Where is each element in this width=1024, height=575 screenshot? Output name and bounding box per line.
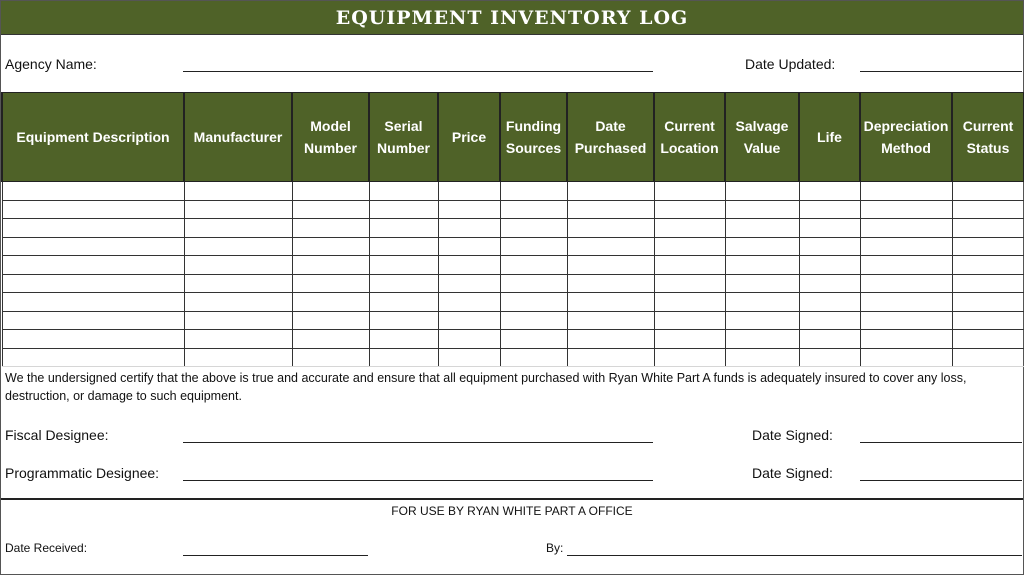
- table-cell[interactable]: [2, 293, 184, 312]
- table-cell[interactable]: [184, 293, 292, 312]
- table-cell[interactable]: [952, 348, 1024, 367]
- table-cell[interactable]: [654, 200, 725, 219]
- table-cell[interactable]: [438, 293, 500, 312]
- table-cell[interactable]: [952, 182, 1024, 201]
- certification-text: We the undersigned certify that the above is true and accurate and ensure that all equipment purchased with Ryan White Part A funds is adequately insured to cover any loss, destruction, or damage to such equipment.: [5, 371, 967, 403]
- table-cell[interactable]: [799, 200, 860, 219]
- table-cell[interactable]: [292, 348, 369, 367]
- table-cell[interactable]: [725, 182, 799, 201]
- title-bar: [1, 1, 1023, 35]
- date-updated-field[interactable]: [860, 71, 1022, 72]
- table-cell[interactable]: [725, 348, 799, 367]
- table-cell[interactable]: [567, 311, 654, 330]
- col-depreciation-method: Depreciation Method: [860, 93, 952, 182]
- table-row: [2, 182, 1024, 201]
- table-cell[interactable]: [184, 274, 292, 293]
- table-cell[interactable]: [567, 237, 654, 256]
- table-cell[interactable]: [567, 348, 654, 367]
- table-cell[interactable]: [292, 293, 369, 312]
- table-cell[interactable]: [184, 311, 292, 330]
- table-cell[interactable]: [500, 330, 567, 349]
- table-cell[interactable]: [292, 256, 369, 275]
- table-cell[interactable]: [292, 330, 369, 349]
- table-cell[interactable]: [2, 274, 184, 293]
- table-cell[interactable]: [369, 293, 438, 312]
- table-header-row: [2, 93, 1024, 182]
- col-model-number: Model Number: [292, 93, 369, 182]
- programmatic-designee-signature-field[interactable]: [183, 480, 653, 481]
- table-cell[interactable]: [952, 293, 1024, 312]
- table-cell[interactable]: [567, 256, 654, 275]
- table-cell[interactable]: [952, 274, 1024, 293]
- table-cell[interactable]: [567, 330, 654, 349]
- table-row: [2, 219, 1024, 238]
- table-cell[interactable]: [654, 219, 725, 238]
- table-row: [2, 237, 1024, 256]
- date-signed-field-1[interactable]: [860, 442, 1022, 443]
- fiscal-designee-label: Fiscal Designee:: [5, 427, 109, 443]
- table-cell[interactable]: [725, 330, 799, 349]
- table-cell[interactable]: [438, 330, 500, 349]
- table-cell[interactable]: [500, 182, 567, 201]
- table-cell[interactable]: [184, 330, 292, 349]
- table-cell[interactable]: [799, 256, 860, 275]
- table-cell[interactable]: [2, 237, 184, 256]
- table-cell[interactable]: [860, 330, 952, 349]
- table-cell[interactable]: [438, 256, 500, 275]
- table-cell[interactable]: [369, 348, 438, 367]
- table-cell[interactable]: [369, 330, 438, 349]
- table-cell[interactable]: [567, 219, 654, 238]
- table-cell[interactable]: [654, 256, 725, 275]
- table-cell[interactable]: [184, 237, 292, 256]
- table-cell[interactable]: [438, 274, 500, 293]
- table-row: [2, 256, 1024, 275]
- table-cell[interactable]: [500, 311, 567, 330]
- table-cell[interactable]: [2, 182, 184, 201]
- col-price: Price: [438, 93, 500, 182]
- table-cell[interactable]: [725, 256, 799, 275]
- agency-name-label: Agency Name:: [5, 56, 97, 72]
- section-divider: [1, 498, 1023, 500]
- table-cell[interactable]: [799, 311, 860, 330]
- table-cell[interactable]: [860, 182, 952, 201]
- table-cell[interactable]: [725, 237, 799, 256]
- col-serial-number: Serial Number: [369, 93, 438, 182]
- table-cell[interactable]: [799, 348, 860, 367]
- table-cell[interactable]: [567, 293, 654, 312]
- col-current-status: Current Status: [952, 93, 1024, 182]
- date-received-field[interactable]: [183, 555, 368, 556]
- table-cell[interactable]: [292, 200, 369, 219]
- table-cell[interactable]: [860, 348, 952, 367]
- table-cell[interactable]: [438, 200, 500, 219]
- table-cell[interactable]: [952, 200, 1024, 219]
- table-cell[interactable]: [184, 348, 292, 367]
- table-cell[interactable]: [799, 330, 860, 349]
- by-field[interactable]: [567, 555, 1022, 556]
- table-row: [2, 311, 1024, 330]
- table-cell[interactable]: [438, 237, 500, 256]
- table-row: [2, 330, 1024, 349]
- table-cell[interactable]: [500, 200, 567, 219]
- table-cell[interactable]: [2, 348, 184, 367]
- table-cell[interactable]: [654, 330, 725, 349]
- col-funding-sources: Funding Sources: [500, 93, 567, 182]
- table-cell[interactable]: [184, 200, 292, 219]
- col-equipment-description: Equipment Description: [2, 93, 184, 182]
- table-cell[interactable]: [799, 274, 860, 293]
- table-cell[interactable]: [952, 237, 1024, 256]
- inventory-table: [1, 92, 1024, 367]
- date-updated-label: Date Updated:: [745, 56, 836, 72]
- col-date-purchased: Date Purchased: [567, 93, 654, 182]
- table-cell[interactable]: [952, 330, 1024, 349]
- table-cell[interactable]: [369, 256, 438, 275]
- col-life: Life: [799, 93, 860, 182]
- table-cell[interactable]: [567, 200, 654, 219]
- date-signed-field-2[interactable]: [860, 480, 1022, 481]
- table-cell[interactable]: [2, 256, 184, 275]
- table-cell[interactable]: [799, 237, 860, 256]
- table-cell[interactable]: [184, 182, 292, 201]
- table-cell[interactable]: [860, 219, 952, 238]
- table-cell[interactable]: [500, 348, 567, 367]
- table-cell[interactable]: [500, 219, 567, 238]
- page-title: EQUIPMENT INVENTORY LOG: [335, 6, 689, 29]
- table-cell[interactable]: [725, 274, 799, 293]
- table-cell[interactable]: [184, 219, 292, 238]
- table-cell[interactable]: [500, 256, 567, 275]
- table-cell[interactable]: [292, 219, 369, 238]
- table-row: [2, 200, 1024, 219]
- table-cell[interactable]: [725, 200, 799, 219]
- col-manufacturer: Manufacturer: [184, 93, 292, 182]
- table-cell[interactable]: [952, 256, 1024, 275]
- table-cell[interactable]: [369, 274, 438, 293]
- col-salvage-value: Salvage Value: [725, 93, 799, 182]
- table-cell[interactable]: [952, 311, 1024, 330]
- table-cell[interactable]: [860, 293, 952, 312]
- agency-name-field[interactable]: [183, 71, 653, 72]
- table-cell[interactable]: [292, 311, 369, 330]
- table-cell[interactable]: [654, 237, 725, 256]
- table-cell[interactable]: [799, 219, 860, 238]
- date-signed-label-1: Date Signed:: [752, 427, 833, 443]
- table-cell[interactable]: [438, 182, 500, 201]
- table-cell[interactable]: [369, 182, 438, 201]
- table-cell[interactable]: [654, 274, 725, 293]
- table-row: [2, 348, 1024, 367]
- table-cell[interactable]: [369, 237, 438, 256]
- table-cell[interactable]: [799, 293, 860, 312]
- table-cell[interactable]: [369, 311, 438, 330]
- table-cell[interactable]: [654, 182, 725, 201]
- date-signed-label-2: Date Signed:: [752, 465, 833, 481]
- table-cell[interactable]: [654, 348, 725, 367]
- table-cell[interactable]: [500, 274, 567, 293]
- office-use-header: FOR USE BY RYAN WHITE PART A OFFICE: [391, 504, 633, 518]
- col-current-location: Current Location: [654, 93, 725, 182]
- table-cell[interactable]: [725, 293, 799, 312]
- table-cell[interactable]: [500, 237, 567, 256]
- table-row: [2, 293, 1024, 312]
- table-cell[interactable]: [860, 274, 952, 293]
- table-cell[interactable]: [2, 200, 184, 219]
- table-cell[interactable]: [292, 274, 369, 293]
- table-cell[interactable]: [567, 274, 654, 293]
- table-cell[interactable]: [860, 237, 952, 256]
- fiscal-designee-signature-field[interactable]: [183, 442, 653, 443]
- table-cell[interactable]: [567, 182, 654, 201]
- table-row: [2, 274, 1024, 293]
- by-label: By:: [546, 541, 564, 555]
- table-cell[interactable]: [438, 348, 500, 367]
- table-cell[interactable]: [184, 256, 292, 275]
- table-cell[interactable]: [860, 256, 952, 275]
- table-cell[interactable]: [369, 219, 438, 238]
- table-cell[interactable]: [725, 311, 799, 330]
- date-received-label: Date Received:: [5, 541, 88, 555]
- table-cell[interactable]: [860, 200, 952, 219]
- table-cell[interactable]: [799, 182, 860, 201]
- table-cell[interactable]: [438, 219, 500, 238]
- table-cell[interactable]: [292, 182, 369, 201]
- table-cell[interactable]: [654, 293, 725, 312]
- table-cell[interactable]: [2, 311, 184, 330]
- table-cell[interactable]: [438, 311, 500, 330]
- table-cell[interactable]: [369, 200, 438, 219]
- table-cell[interactable]: [292, 237, 369, 256]
- table-cell[interactable]: [725, 219, 799, 238]
- programmatic-designee-label: Programmatic Designee:: [5, 465, 160, 481]
- table-cell[interactable]: [500, 293, 567, 312]
- table-cell[interactable]: [952, 219, 1024, 238]
- table-cell[interactable]: [2, 219, 184, 238]
- table-cell[interactable]: [2, 330, 184, 349]
- table-cell[interactable]: [860, 311, 952, 330]
- table-cell[interactable]: [654, 311, 725, 330]
